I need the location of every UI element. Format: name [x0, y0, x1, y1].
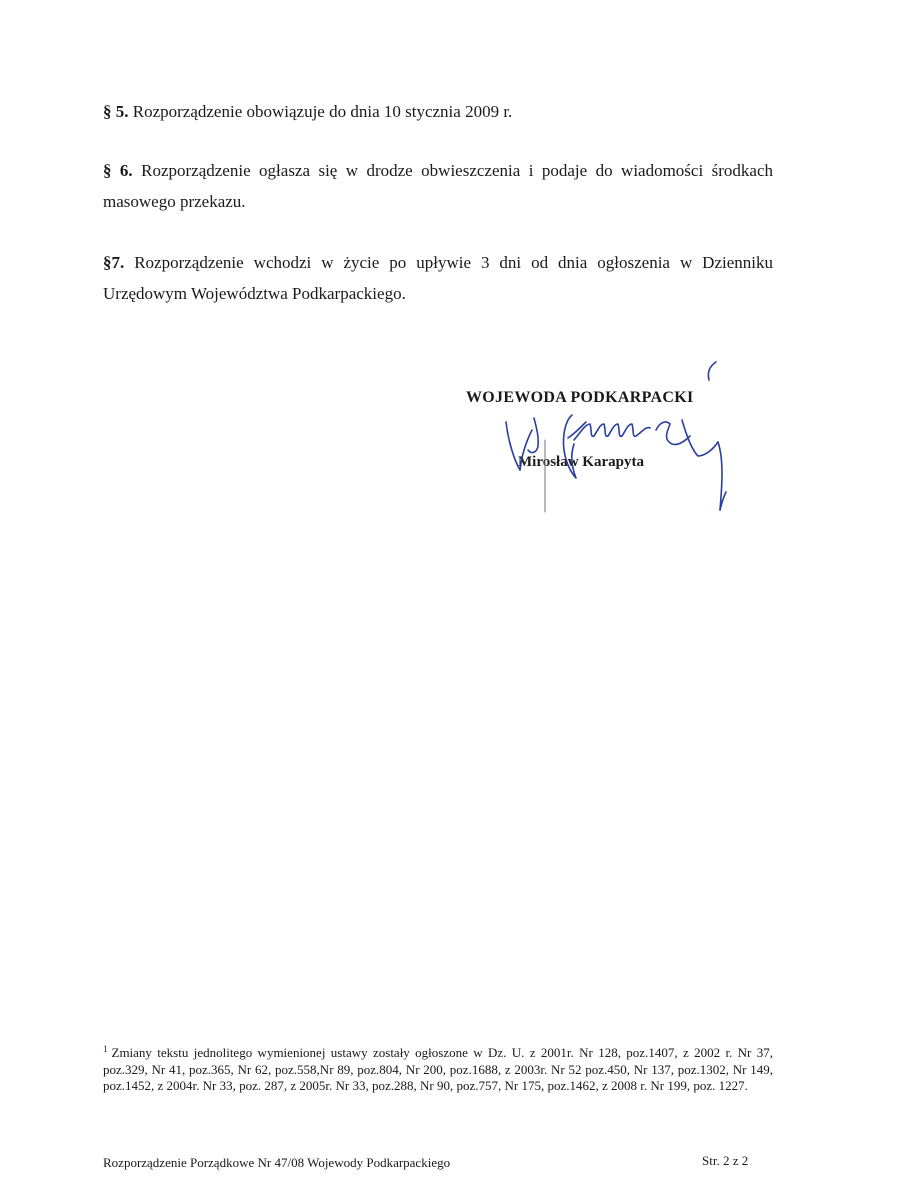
footer-page-number: Str. 2 z 2: [702, 1153, 749, 1168]
footnote: [103, 1041, 773, 1095]
signatory-name: Mirosław Karapyta: [518, 454, 644, 470]
section-mark-6: § 6.: [103, 161, 133, 180]
paragraph-7: [103, 247, 773, 309]
paragraph-6-text: Rozporządzenie ogłasza się w drodze obwieszczenia i podaje do wiadomości środkach masowego przekazu.: [103, 161, 773, 211]
footnote-text: Zmiany tekstu jednolitego wymienionej ustawy zostały ogłoszone w Dz. U. z 2001r. Nr 128, poz.1407, z 2002 r. Nr 37, poz.329, Nr 41, poz.365, Nr 62, poz.558,Nr 89, poz.804, Nr 200, poz.1688, z 2003r. Nr 52 poz.450, Nr 137, poz.1302, Nr 149, poz.1452, z 2004r. Nr 33, poz. 287, z 2005r. Nr 33, poz.288, Nr 90, poz.757, Nr 175, poz.1462, z 2008 r. Nr 199, poz. 1227.: [103, 1045, 773, 1093]
footer-document-title: Rozporządzenie Porządkowe Nr 47/08 Wojewody Podkarpackiego: [103, 1155, 451, 1170]
paragraph-6: [103, 155, 773, 217]
signatory-title: WOJEWODA PODKARPACKI: [466, 389, 694, 406]
footnote-marker: 1: [103, 1044, 108, 1054]
section-mark-7: §7.: [103, 253, 125, 272]
section-mark-5: § 5.: [103, 102, 129, 121]
paragraph-7-text: Rozporządzenie wchodzi w życie po upływie 3 dni od dnia ogłoszenia w Dzienniku Urzędowym Województwa Podkarpackiego.: [103, 253, 773, 303]
paragraph-5: [103, 96, 773, 127]
handwritten-signature: [486, 360, 736, 520]
paragraph-5-text: Rozporządzenie obowiązuje do dnia 10 stycznia 2009 r.: [128, 102, 513, 121]
